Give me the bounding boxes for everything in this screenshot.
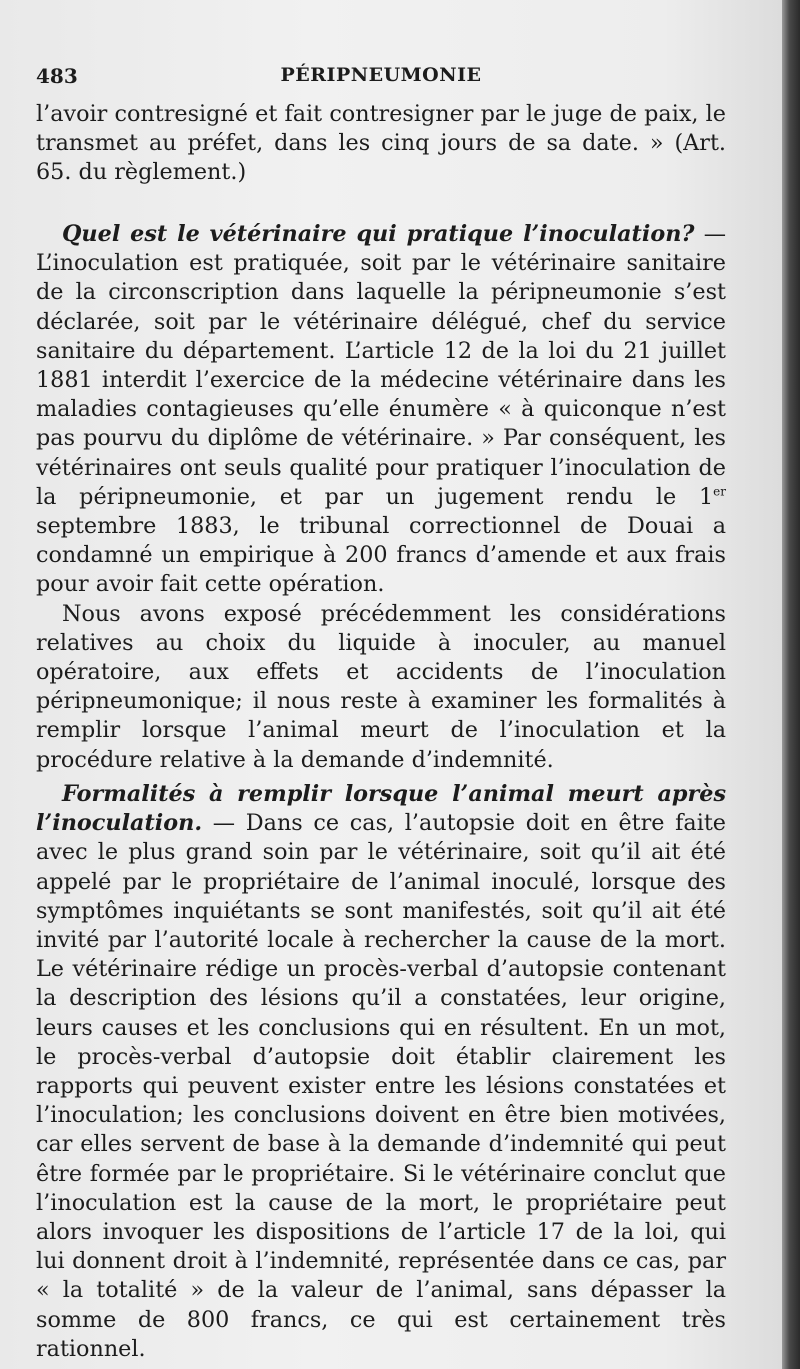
running-title: PÉRIPNEUMONIE <box>280 64 482 86</box>
paragraph-continuation <box>36 100 726 188</box>
paragraph-3: Nous avons exposé précédemment les considérations relatives au choix du liquide à inoculer, au manuel opératoire, aux effets et accidents de l’inoculation péripneumonique; il nous reste à examiner les formalités à remplir lorsque l’animal meurt de l’inoculation et la procédure relative à la demande d’indemnité. <box>36 600 726 773</box>
section-formalities <box>36 780 726 1364</box>
paragraph-4-text: — Dans ce cas, l’autopsie doit en être faite avec le plus grand soin par le vétérinaire, soit qu’il ait été appelé par le propriétaire de l’animal inoculé, lorsque des symptômes inquiétants se sont manifestés, soit qu’il ait été invité par l’autorité locale à rechercher la cause de la mort. Le vétérinaire rédige un procès-verbal d’autopsie contenant la description des lésions qu’il a constatées, leur origine, leurs causes et les conclusions qui en résultent. En un mot, le procès-verbal d’autopsie doit établir clairement les rapports qui peuvent exister entre les lésions constatées et l’inoculation; les conclusions doivent en être bien motivées, car elles servent de base à la demande d’indemnité qui peut être formée par le propriétaire. Si le vétérinaire conclut que l’inoculation est la cause de la mort, le propriétaire peut alors invoquer les dispositions de l’article 17 de la loi, qui lui donnent droit à l’indemnité, représentée dans ce cas, par « la totalité » de la valeur de l’animal, sans dépasser la somme de 800 francs, ce qui est certainement très rationnel. <box>36 810 726 1362</box>
question-heading: Quel est le vétérinaire qui pratique l’inoculation? <box>62 221 695 247</box>
paragraph-1: l’avoir contresigné et fait contresigner par le juge de paix, le transmet au préfet, dans les cinq jours de sa date. » (Art. 65. du règlement.) <box>36 101 726 186</box>
paragraph-2-text-end: septembre 1883, le tribunal correctionnel de Douai a condamné un empirique à 200 francs d’amende et aux frais pour avoir fait cette opération. <box>36 513 726 598</box>
page-number: 483 <box>36 64 78 88</box>
paragraph-4 <box>36 780 726 1364</box>
page-header <box>36 62 726 92</box>
section-veterinarian <box>36 220 726 775</box>
ordinal-superscript: er <box>713 484 726 499</box>
paragraph-2-text: — L’inoculation est pratiquée, soit par le vétérinaire sanitaire de la circonscription dans laquelle la péripneumonie s’est déclarée, soit par le vétérinaire délégué, chef du service sanitaire du département. L’article 12 de la loi du 21 juillet 1881 interdit l’exercice de la médecine vétérinaire dans les maladies contagieuses qu’elle énumère « à quiconque n’est pas pourvu du diplôme de vétérinaire. » Par conséquent, les vétérinaires ont seuls qualité pour pratiquer l’inoculation de la péripneumonie, et par un jugement rendu le 1 <box>36 221 727 510</box>
page-binding-edge <box>782 0 800 1369</box>
formalities-heading: Formalités à remplir lorsque l’animal meurt après l’inoculation. <box>36 781 726 837</box>
paragraph-2 <box>36 220 726 600</box>
